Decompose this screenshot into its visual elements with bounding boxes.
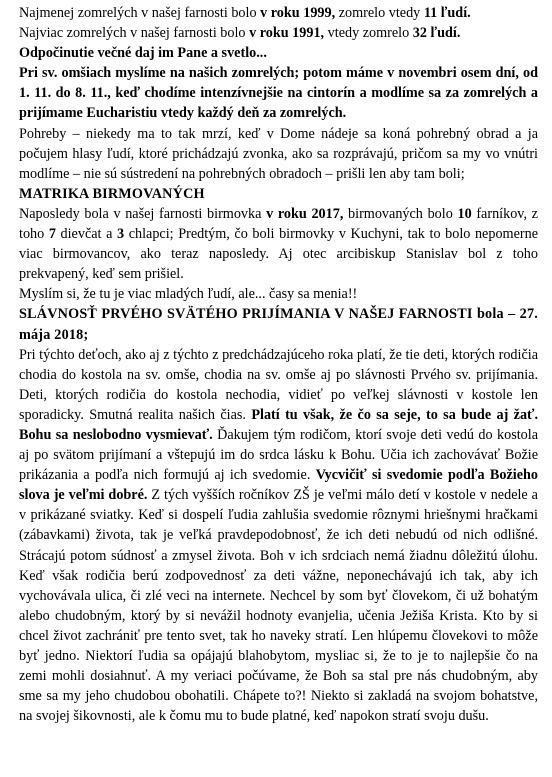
bold-sentence: Platí tu však, že čo sa seje, to sa bude aj žať. Bohu sa neslobodno vysmievať. [19,406,538,443]
bold-count: 10 [457,205,472,222]
bold-count: 11 ľudí. [423,5,471,21]
bold-count: 7 [48,226,56,243]
text: Najmenej zomrelých v našej farnosti bolo [19,5,261,21]
bold-sentence: Vycvičiť si svedomie podľa Božieho slova je veľmi dobré. [19,467,538,504]
section-heading-first-communion: SLÁVNOSŤ PRVÉHO SVÄTÉHO PRIJÍMANIA V NAŠEJ FARNOSTI bola – 27. mája 2018; [19,306,538,343]
bold-year: v roku 1999, [260,5,336,21]
paragraph-first-communion [19,345,538,727]
text: birmovaných bolo [343,205,458,222]
section-heading-confirmation: MATRIKA BIRMOVANÝCH [19,185,205,202]
text: farníkov, z toho [19,205,538,243]
text: zomrelo vtedy [335,5,424,21]
text: Ďakujem tým rodičom, ktorí svoje deti vedú do kostola aj po svätom prijímaní a vštepujú im do srdca lásku k Bohu. Učia ich zachovávať Božie prikázania a podľa nich formujú aj ich svedomie. [19,426,538,484]
bold-count: 32 ľudí. [412,25,461,42]
text: Naposledy bola v našej farnosti birmovka [19,205,267,222]
paragraph-most-deaths [19,23,538,43]
bold-year: v roku 1991, [249,25,325,42]
text: dievčat a [55,226,117,243]
paragraph-least-deaths [19,3,538,23]
paragraph-confirmation [19,204,538,284]
bold-year: v roku 2017, [266,205,344,222]
bold-count: 3 [117,226,125,243]
text: Z tých vyšších ročníkov ZŠ je veľmi málo detí v kostole v nedele a v prikázané sviatky. Keď si dospelí ľudia zahlušia svedomie rôznymi hriešnymi hračkami (zábavkami) života, tak je veľká pravdepodobnosť, že ich deti nebudú od nich odlišné. Strácajú potom súdnosť a zmysel života. Boh v ich srdciach nemá žiadnu dôležitú úlohu. Keď však rodičia berú zodpovednosť za deti vážne, neponechávajú ich tak, aby ich vychovávala ulica, či zlé veci na internete. Nechcel by som byť človekom, či už bohatým alebo chudobným, ktorý by si nevážil hodnoty evanjelia, učenia Ježiša Krista. Kto by si chcel život zachrániť pre tento svet, tak ho naveky stratí. Len hlúpemu človekovi to môže byť jedno. Niektorí ľudia sa opájajú blahobytom, mysliac si, že to je to najlepšie čo na zemi mohli dosiahnuť. A my veriaci počúvame, že Boh sa stal pre nás chudobným, aby sme sa my jeho chudobou obohatili. Chápete to?! Niekto si zakladá na svojom bohatstve, na svojej šikovnosti, ale k čomu mu to bude platné, keď napokon stratí svoju dušu. [19,487,538,725]
paragraph-november: Pri sv. omšiach myslíme na našich zomrelých; potom máme v novembri osem dní, od 1. 11. do 8. 11., keď chodíme intenzívnejšie na cintorín a modlíme sa za zomrelých a prijímame Eucharistiu vtedy každý deň za zomrelých. [19,65,538,122]
paragraph-young-people: Myslím si, že tu je viac mladých ľudí, ale... časy sa menia!! [19,286,358,303]
text: chlapci; Predtým, čo boli birmovky v Kuchyni, tak to bolo nepomerne viac birmovancov, ako teraz naposledy. Aj otec arcibiskup Stanislav bol z toho prekvapený, keď sem prišiel. [19,226,538,283]
text: Pri týchto deťoch, ako aj z týchto z predchádzajúceho roka platí, že tie deti, ktorých rodičia chodia do kostola na sv. omše, chodia na sv. omše aj po slávnosti Prvého sv. prijímania. Deti, ktorých rodičia do kostola nechodia, vidieť po veľkej slávnosti v kostole len sporadicky. Smutná realita našich čias. [19,346,538,423]
prayer-line: Odpočinutie večné daj im Pane a svetlo... [19,45,267,62]
text: vtedy zomrelo [324,25,413,42]
text: Najviac zomrelých v našej farnosti bolo [19,25,250,42]
paragraph-funerals: Pohreby – niekedy ma to tak mrzí, keď v Dome nádeje sa koná pohrebný obrad a ja počujem hlasy ľudí, ktoré prichádzajú zvonka, ako sa rozprávajú, pričom sa my vo vnútri modlíme – nie sú sústredení na pohrebných obradoch – prišli len aby tam boli; [19,125,538,182]
